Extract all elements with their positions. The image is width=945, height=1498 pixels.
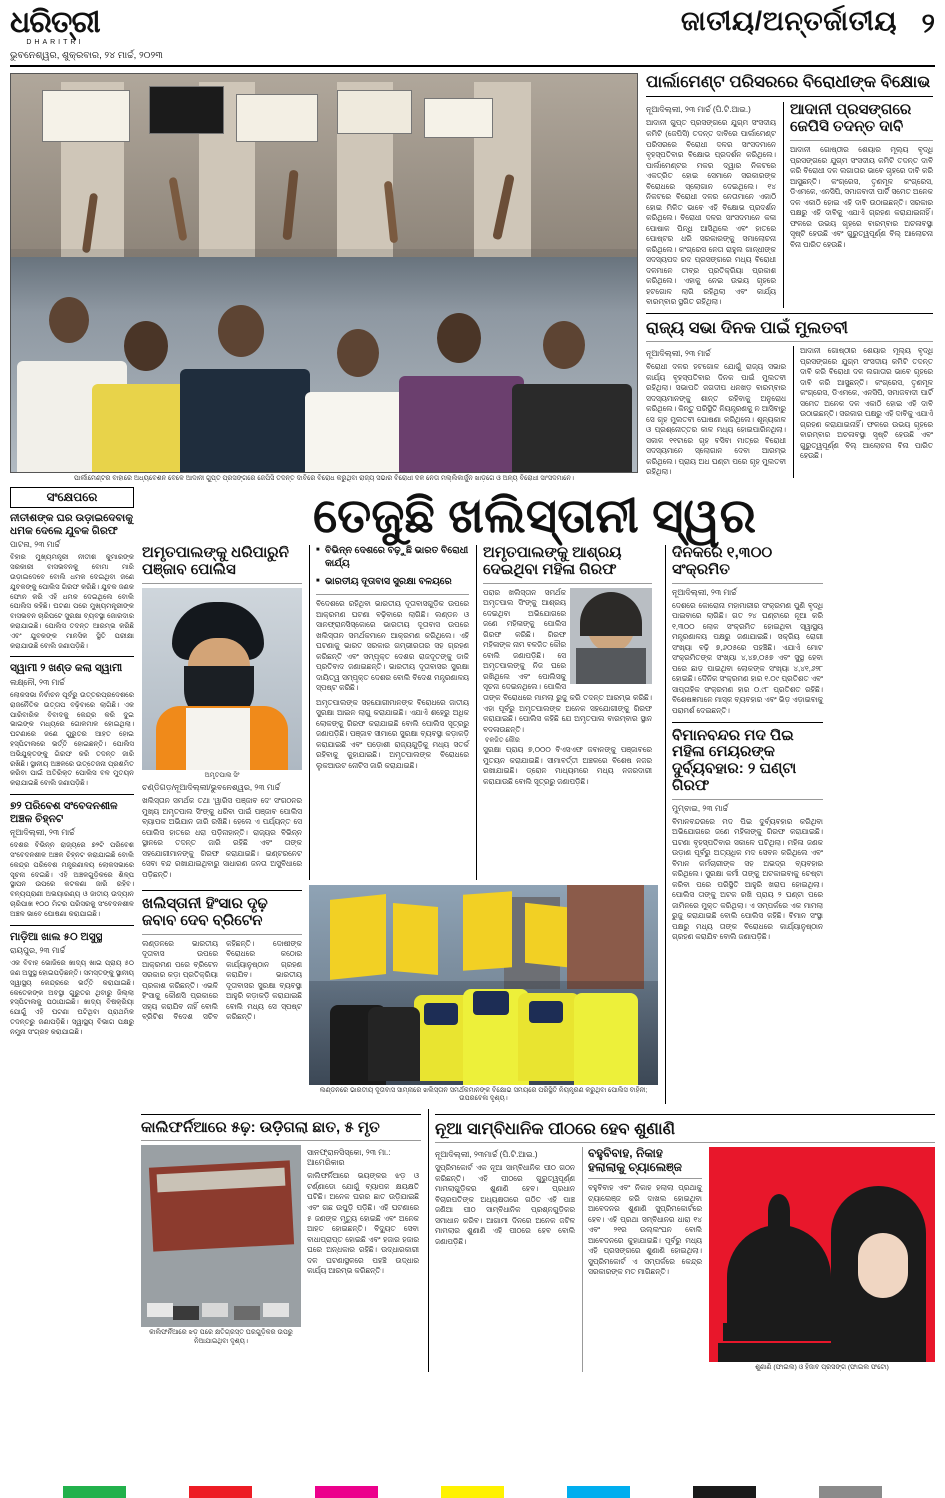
airport-body: ବିମାନବନ୍ଦରରେ ମଦ ପିଇ ଦୁର୍ବ୍ୟବହାର କରିଥିବା ଅଭିଯୋଗରେ ଜଣେ ମହିଳାଙ୍କୁ ଗିରଫ କରାଯାଇଛି। ଘଟଣା ବୃହସ୍ପତିବାର ସକାଳେ ଘଟିଥିଲା। ମହିଳା ଜଣକ ଉଡ଼ାଣ ପୂର୍ବରୁ ଅତ୍ୟଧିକ ମଦ ସେବନ କରିଥିଲେ ଏବଂ ବିମାନ କର୍ମଚାରୀଙ୍କ ସହ ଅଭଦ୍ର ବ୍ୟବହାର କରିଥିଲେ। ସୁରକ୍ଷା କର୍ମୀ ତାଙ୍କୁ ଅଟକାଇବାକୁ ଚେଷ୍ଟା କରିବା ପରେ ପରିସ୍ଥିତି ଆହୁରି ଖରାପ ହୋଇଥିଲା। ପୋଲିସ ତାଙ୍କୁ ଅଟକ ରଖି ପ୍ରାୟ ୨ ଘଣ୍ଟା ପରେ ଜାମିନରେ ମୁକ୍ତ କରିଥିଲା। ଏ ସମ୍ପର୍କରେ ଏକ ମାମଲା ରୁଜୁ କରାଯାଇଛି ବୋଲି ପୋଲିସ କହିଛି। ବିମାନ ସଂସ୍ଥା ପକ୍ଷରୁ ମଧ୍ୟ ତାଙ୍କ ବିରୋଧରେ କାର୍ଯ୍ୟାନୁଷ୍ଠାନ ଗ୍ରହଣ କରାଯିବ ବୋଲି ଜଣାପଡ଼ିଛି। — [672, 816, 823, 942]
logo — [10, 8, 240, 46]
khalistan-body: ଲଣ୍ଡନରେ ଭାରତୀୟ ଦୂତାବାସ ଉପରେ ଆକ୍ରମଣ ପରେ ବ୍ରିଟେନ ସରକାର କଡ଼ା ପ୍ରତିକ୍ରିୟା ପ୍ରକାଶ କରିଛନ୍ତି। ଏଭଳି ହିଂସାକୁ କୌଣସି ପ୍ରକାରେ ସହ୍ୟ କରାଯିବ ନାହିଁ ବୋଲି ବ୍ରିଟିଶ ବିଦେଶ ସଚିବ କହିଛନ୍ତି। ଦୋଷୀଙ୍କ ବିରୋଧରେ କଠୋର କାର୍ଯ୍ୟାନୁଷ୍ଠାନ ଗ୍ରହଣ କରାଯିବ। ଭାରତୀୟ ଦୂତାବାସର ସୁରକ୍ଷା ବ୍ୟବସ୍ଥା ଆହୁରି କଡ଼ାକଡ଼ି କରାଯାଇଛି ବୋଲି ମଧ୍ୟ ସେ ସ୍ପଷ୍ଟ କରିଛନ୍ତି। — [142, 938, 302, 1022]
constitution-headline: ନୂଆ ସାମ୍ବିଧାନିକ ପୀଠରେ ହେବ ଶୁଣାଣି — [435, 1119, 676, 1138]
bottom-section — [10, 1109, 935, 1373]
color-registration-bar — [0, 1486, 945, 1498]
police-photo-block — [309, 885, 658, 1103]
brief-byline-3: ନୂଆଦିଲ୍ଲୀ, ୨୩ ମାର୍ଚ୍ଚ — [10, 828, 75, 838]
rajyasabha-body: ବିରୋଧୀ ଦଳର ହଟଗୋଳ ଯୋଗୁଁ ରାଜ୍ୟ ସଭାର କାର୍ଯ୍ୟ ବୃହସ୍ପତିବାର ଦିନକ ପାଇଁ ମୁଲତବୀ ରହିଥିଲା। ସଭାପତି ଜଗଦୀପ ଧନଖଡ଼ ବାରମ୍ବାର ସଦସ୍ୟମାନଙ୍କୁ ଶାନ୍ତ ରହିବାକୁ ଅନୁରୋଧ କରିଥିଲେ। କିନ୍ତୁ ପରିସ୍ଥିତି ନିୟନ୍ତ୍ରଣକୁ ନ ଆସିବାରୁ ସେ ଗୃହ ମୁଲତବୀ ଘୋଷଣା କରିଥିଲେ। ଶୂନ୍ୟକାଳ ଓ ପ୍ରଶ୍ନୋତ୍ତର କାଳ ମଧ୍ୟ ହୋଇପାରିନଥିଲା। ସକାଳ ୧୧ଟାରେ ଗୃହ ବସିବା ମାତ୍ରେ ବିରୋଧୀ ସଦସ୍ୟମାନେ ସ୍ଲୋଗାନ ଦେବା ଆରମ୍ଭ କରିଥିଲେ। ପ୍ରାୟ ଅଧ ଘଣ୍ଟା ପରେ ଗୃହ ମୁଲତବୀ ରହିଥିଲା। — [646, 362, 786, 477]
woman-photo-caption: ବଳଜିତ କୌର — [485, 737, 520, 745]
brief-item-2 — [10, 662, 134, 789]
rajyasabha-body-cont: ଆଦାନୀ ଗୋଷ୍ଠୀର ଶେୟାର ମୂଲ୍ୟ ବୃଦ୍ଧି ପ୍ରସଙ୍ଗରେ ଯୁଗ୍ମ ସଂସଦୀୟ କମିଟି ତଦନ୍ତ ଦାବି କରି ବିରୋଧୀ ଦଳ ଲଗାତାର ଭାବେ ଗୃହରେ ଦାବି କରି ଆସୁଛନ୍ତି। କଂଗ୍ରେସ, ତୃଣମୂଳ କଂଗ୍ରେସ, ଡିଏମକେ, ଏନସିପି, ସମାଜବାଦୀ ପାର୍ଟି ସମେତ ଅନେକ ଦଳ ଏକାଠି ହୋଇ ଏହି ଦାବି ଉଠାଇଛନ୍ତି। ସରକାର ପକ୍ଷରୁ ଏହି ଦାବିକୁ ଏଯାଏଁ ଗ୍ରହଣ କରାଯାଇନାହିଁ। ଫଳରେ ଉଭୟ ଗୃହରେ ବାରମ୍ବାର ଅଚଳାବସ୍ଥା ସୃଷ୍ଟି ହେଉଛି ଏବଂ ଗୁରୁତ୍ୱପୂର୍ଣ୍ଣ ବିଲ୍ ଆଲୋଚନା ବିନା ପାରିତ ହେଉଛି। — [800, 346, 933, 461]
brief-item-4 — [10, 931, 134, 1038]
amritpal-body-2: ଅମୃତପାଲଙ୍କ ସହଯୋଗୀମାନଙ୍କ ବିରୋଧରେ ଜାତୀୟ ସୁରକ୍ଷା ଆଇନ ଲାଗୁ କରାଯାଇଛି। ଏଯାଏଁ ଶହେରୁ ଅଧିକ ଲୋକଙ୍କୁ ଗିରଫ କରାଯାଇଛି ବୋଲି ପୋଲିସ ସୂତ୍ରରୁ ଜଣାପଡ଼ିଛି। ପଞ୍ଜାବ ସୀମାରେ ସୁରକ୍ଷା ବ୍ୟବସ୍ଥା କଡ଼ାକଡ଼ି କରାଯାଇଛି ଏବଂ ପଡ଼ୋଶୀ ରାଜ୍ୟଗୁଡ଼ିକୁ ମଧ୍ୟ ସତର୍କ ରହିବାକୁ କୁହାଯାଇଛି। ଅମୃତପାଲଙ୍କ ବିରୋଧରେ ଲୁକଆଉଟ ନୋଟିସ ଜାରି କରାଯାଇଛି। — [316, 697, 469, 770]
california-story — [141, 1109, 421, 1373]
bullet-2: ■ ଭାରତୀୟ ଦୂତାବାସ ସୁରକ୍ଷା ବଳୟରେ — [316, 576, 469, 588]
constitution-story — [428, 1109, 935, 1373]
woman-arrest-story — [476, 545, 652, 880]
police-photo — [309, 885, 658, 1085]
covid-byline: ନୂଆଦିଲ୍ଲୀ, ୨୩ ମାର୍ଚ୍ଚ — [672, 587, 737, 597]
page-number: ୨ — [921, 8, 935, 38]
california-body: କାଲିଫର୍ନିଆରେ ଭୟଙ୍କର ଝଡ଼ ଓ ଟର୍ଣ୍ଣାଡୋ ଯୋଗୁଁ ବ୍ୟାପକ କ୍ଷୟକ୍ଷତି ଘଟିଛି। ଅନେକ ଘରର ଛାତ ଉଡ଼ିଯାଇଛି ଏବଂ ଗଛ ଉପୁଡ଼ି ପଡ଼ିଛି। ଏହି ଘଟଣାରେ ୫ ଜଣଙ୍କ ମୃତ୍ୟୁ ହୋଇଛି ଏବଂ ଅନେକ ଆହତ ହୋଇଛନ୍ତି। ବିଦ୍ୟୁତ ସେବା ବାଧାପ୍ରାପ୍ତ ହୋଇଛି ଏବଂ ହଜାର ହଜାର ଘରେ ଅନ୍ଧକାର ରହିଛି। ଉଦ୍ଧାରକାରୀ ଦଳ ଘଟଣାସ୍ଥଳରେ ପହଞ୍ଚି ଉଦ୍ଧାର କାର୍ଯ୍ୟ ଆରମ୍ଭ କରିଛନ୍ତି। — [307, 1171, 419, 1276]
brief-headline-1: ନୀତୀଶଙ୍କ ଘର ଉଡ଼ାଇଦେବାକୁ ଧମକ ଦେଲେ ଯୁବକ ଗିରଫ — [10, 512, 133, 537]
masthead-section-wrap — [240, 8, 909, 35]
brief-headline-3: ୭୨ ପରିବେଶ ସଂବେଦନଶୀଳ ଅଞ୍ଚଳ ଚିହ୍ନଟ — [10, 799, 118, 825]
woman-headline: ଅମୃତପାଲଙ୍କୁ ଆଶ୍ରୟ ଦେଇଥିବା ମହିଳା ଗିରଫ — [483, 544, 622, 579]
airport-byline: ମୁମ୍ବାଇ, ୨୩ ମାର୍ଚ୍ଚ — [672, 803, 729, 813]
amritpal-byline: ଚଣ୍ଡିଗଡ଼/ନୂଆଦିଲ୍ଲୀ/ଭୁବନେଶ୍ୱର, ୨୩ ମାର୍ଚ୍ଚ — [142, 783, 281, 793]
brief-item-1 — [10, 512, 134, 651]
adani-headline: ଆଦାନୀ ପ୍ରସଙ୍ଗରେ ଜେପିସି ତଦନ୍ତ ଦାବି — [790, 101, 912, 136]
brief-byline-2: ଲକ୍ଷ୍ନୌ, ୨୩ ମାର୍ଚ୍ଚ — [10, 677, 65, 687]
parliament-byline: ନୂଆଦିଲ୍ଲୀ, ୨୩ ମାର୍ଚ୍ଚ (ପି.ଟି.ଆଇ.) — [646, 105, 751, 115]
logo-subtext: DHARITRI — [26, 39, 84, 46]
police-photo-caption: ଲଣ୍ଡନରେ ଭାରତୀୟ ଦୂତାବାସ ସାମ୍ନାରେ ଖଲିସ୍ତାନ ସମର୍ଥକମାନଙ୍କ ବିକ୍ଷୋଭ ସମୟରେ ପରିସ୍ଥିତି ନିୟନ୍ତ୍ରଣ କରୁଥିବା ପୋଲିସ ବାହିନୀ; ଉପରବେଳା ଦୃଶ୍ୟ। — [319, 1087, 648, 1103]
brief-body-4: ଏକ ବିବାହ ଭୋଜିରେ ଖାଦ୍ୟ ଖାଇ ପ୍ରାୟ ୫୦ ଜଣ ଅସୁସ୍ଥ ହୋଇପଡ଼ିଛନ୍ତି। ସମସ୍ତଙ୍କୁ ସ୍ଥାନୀୟ ସ୍ୱାସ୍ଥ୍ୟ କେନ୍ଦ୍ରରେ ଭର୍ତ୍ତି କରାଯାଇଛି। କେତେକଙ୍କ ଅବସ୍ଥା ଗୁରୁତର ଥିବାରୁ ଜିଲ୍ଲା ହସ୍ପିଟାଲକୁ ପଠାଯାଇଛି। ଖାଦ୍ୟ ବିଷକ୍ରିୟା ଯୋଗୁଁ ଏହି ଘଟଣା ଘଟିଥିବା ପ୍ରାଥମିକ ତଦନ୍ତରୁ ଜଣାପଡ଼ିଛି। ସ୍ୱାସ୍ଥ୍ୟ ବିଭାଗ ପକ୍ଷରୁ ନମୁନା ସଂଗ୍ରହ କରାଯାଇଛି। — [10, 960, 134, 1036]
lead-photo-caption: ପାର୍ଲାମେଣ୍ଟର ବାହାରେ ଅଧ୍ୟବେଶନ ବେଳେ ଆଦାନୀ ଗୁପ୍ତ ପ୍ରସଙ୍ଗରେ ଜେପିସି ତଦନ୍ତ ଦାବିରେ ବିରୋଧ କରୁଥିବା ରାଜ୍ୟ ସଭାର ବିରୋଧୀ ଦଳ ନେତା ମଲ୍ଲିକାର୍ଜୁନ ଖାଡ଼ଗେ ଓ ଅନ୍ୟ ବିରୋଧୀ ସାଂସଦମାନେ। — [74, 475, 574, 482]
banner-headline: ତେଜୁଛି ଖଲିସ୍ତାନୀ ସ୍ୱର — [312, 490, 757, 544]
lead-story-photo-column — [10, 73, 638, 483]
woman-body: ପରାର ଖଲିସ୍ତାନ ସମର୍ଥକ ଅମୃତପାଲ ସିଂଙ୍କୁ ଆଶ୍ରୟ ଦେଇଥିବା ଅଭିଯୋଗରେ ଜଣେ ମହିଳାଙ୍କୁ ପୋଲିସ ଗିରଫ କରିଛି। ଗିରଫ ମହିଳାଙ୍କ ନାମ ବଳଜିତ କୌର ବୋଲି ଜଣାପଡ଼ିଛି। ସେ ଅମୃତପାଲଙ୍କୁ ନିଜ ଘରେ ରଖିଥିଲେ ଏବଂ ପୋଲିସକୁ ସୂଚନା ଦେଇନଥିଲେ। ପୋଲିସ ତାଙ୍କ ବିରୋଧରେ ମାମଲା ରୁଜୁ କରି ତଦନ୍ତ ଆରମ୍ଭ କରିଛି। ଏହା ପୂର୍ବରୁ ଅମୃତପାଲଙ୍କ ଅନେକ ସହଯୋଗୀଙ୍କୁ ଗିରଫ କରାଯାଇଛି। ପୋଲିସ କହିଛି ଯେ ଅମୃତପାଲ ବାରମ୍ବାର ସ୍ଥାନ ବଦଳାଉଛନ୍ତି। — [483, 587, 652, 734]
amritpal-photo — [142, 588, 302, 770]
constitution-body: ସୁପ୍ରିମକୋର୍ଟ ଏକ ନୂଆ ସାମ୍ବିଧାନିକ ପୀଠ ଗଠନ କରିଛନ୍ତି। ଏହି ପୀଠରେ ଗୁରୁତ୍ୱପୂର୍ଣ୍ଣ ମାମଲାଗୁଡ଼ିକର ଶୁଣାଣି ହେବ। ପ୍ରଧାନ ବିଚାରପତିଙ୍କ ଅଧ୍ୟକ୍ଷତାରେ ଗଠିତ ଏହି ପାଞ୍ଚ ଜଣିଆ ପୀଠ ସାମ୍ବିଧାନିକ ପ୍ରଶ୍ନଗୁଡ଼ିକର ସମାଧାନ କରିବ। ଆଗାମୀ ଦିନରେ ଅନେକ ଜଟିଳ ମାମଲାର ଶୁଣାଣି ଏହି ପୀଠରେ ହେବ ବୋଲି ଜଣାପଡ଼ିଛି। — [435, 1163, 575, 1246]
masthead — [10, 8, 935, 67]
brief-byline-1: ପାଟନା, ୨୩ ମାର୍ଚ୍ଚ — [10, 540, 61, 550]
california-photo-caption: କାଲିଫର୍ନିଆରେ ଝଡ଼ ପରେ କ୍ଷତିଗ୍ରସ୍ତ ଘରଗୁଡ଼ିକର ଉପରୁ ନିଆଯାଇଥିବା ଦୃଶ୍ୟ। — [149, 1329, 293, 1345]
parliament-body: ଆଦାନୀ ଗୁପ୍ତ ପ୍ରସଙ୍ଗରେ ଯୁଗ୍ମ ସଂସଦୀୟ କମିଟି (ଜେପିସି) ତଦନ୍ତ ଦାବିରେ ପାର୍ଲାମେଣ୍ଟ ପରିସରରେ ବିରୋଧୀ ଦଳର ସାଂସଦମାନେ ବୃହସ୍ପତିବାର ବିକ୍ଷୋଭ ପ୍ରଦର୍ଶନ କରିଥିଲେ। ପାର୍ଲାମେଣ୍ଟର ମକର ଦ୍ୱାର ନିକଟରେ ଏକତ୍ରିତ ହୋଇ ସେମାନେ ସରକାରଙ୍କ ବିରୋଧରେ ସ୍ଲୋଗାନ ଦେଇଥିଲେ। ୧୪ ନିକଟରେ ବିରୋଧୀ ଦଳର ନେତାମାନେ ଏକାଠି ହୋଇ ମିଳିତ ଭାବେ ଏହି ବିକ୍ଷୋଭ ପ୍ରଦର୍ଶନ କରିଥିଲେ। ବିରୋଧୀ ଦଳର ସାଂସଦମାନେ କଳା ପୋଷାକ ପିନ୍ଧି ଆସିଥିଲେ ଏବଂ ହାତରେ ପୋଷ୍ଟର ଧରି ସରକାରଙ୍କୁ ସମାଲୋଚନା କରିଥିଲେ। କଂଗ୍ରେସ ନେତା ରାହୁଲ ଗାନ୍ଧୀଙ୍କ ସଦସ୍ୟପଦ ରଦ ପ୍ରସଙ୍ଗରେ ମଧ୍ୟ ବିରୋଧୀ ଦଳମାନେ ତୀବ୍ର ପ୍ରତିକ୍ରିୟା ପ୍ରକାଶ କରିଥିଲେ। ଏହାକୁ ନେଇ ଉଭୟ ଗୃହରେ ହଟଗୋଳ ଲାଗି ରହିଥିଲା ଏବଂ କାର୍ଯ୍ୟ ବାରମ୍ବାର ସ୍ଥଗିତ ରହିଥିଲା। — [646, 118, 776, 307]
amritpal-story — [142, 545, 302, 880]
hijab-body: ବହୁବିବାହ ଏବଂ ନିକାହ ହଲାଲା ପ୍ରଥାକୁ ଚ୍ୟାଲେଞ୍ଜ କରି ଦାଖଲ ହୋଇଥିବା ଆବେଦନର ଶୁଣାଣି ସୁପ୍ରିମକୋର୍ଟରେ ହେବ। ଏହି ପ୍ରଥା ସମ୍ବିଧାନର ଧାରା ୧୪ ଏବଂ ୨୧ର ଉଲ୍ଲଂଘନ ବୋଲି ଆବେଦନରେ କୁହାଯାଇଛି। ପୂର୍ବରୁ ମଧ୍ୟ ଏହି ପ୍ରସଙ୍ଗରେ ଶୁଣାଣି ହୋଇଥିଲା। ସୁପ୍ରିମକୋର୍ଟ ଏ ସମ୍ପର୍କରେ କେନ୍ଦ୍ର ସରକାରଙ୍କ ମତ ମାଗିଛନ୍ତି। — [588, 1183, 702, 1277]
brief-headline-4: ମାଡ଼ିଆ ଖାଲ ୫୦ ଅସୁସ୍ଥ — [10, 930, 103, 943]
right-rail — [665, 545, 823, 1103]
publication-date: ଭୁବନେଶ୍ୱର, ଶୁକ୍ରବାର, ୨୪ ମାର୍ଚ୍ଚ, ୨୦୨୩ — [10, 50, 163, 61]
section-title: ଜାତୀୟ/ଅନ୍ତର୍ଜାତୀୟ — [680, 6, 897, 36]
brief-body-3: ଦେଶର ବିଭିନ୍ନ ରାଜ୍ୟରେ ୭୨ଟି ପରିବେଶ ସଂବେଦନଶୀଳ ଅଞ୍ଚଳ ଚିହ୍ନଟ କରାଯାଇଛି ବୋଲି କେନ୍ଦ୍ର ପରିବେଶ ମନ୍ତ୍ରଣାଳୟ ଲୋକସଭାରେ ସୂଚନା ଦେଇଛି। ଏହି ଅଞ୍ଚଳଗୁଡ଼ିକରେ ଶିଳ୍ପ ସ୍ଥାପନ ଉପରେ କଟକଣା ଜାରି ରହିବ। ବନ୍ୟପ୍ରାଣୀ ଅଭୟାରଣ୍ୟ ଓ ଜାତୀୟ ଉଦ୍ୟାନ ଚାରିପାଖ ୧୦୦ ମିଟର ପରିସରକୁ ସଂବେଦନଶୀଳ ଅଞ୍ଚଳ ଭାବେ ଘୋଷଣା କରାଯାଇଛି। — [10, 842, 134, 918]
top-right-column — [646, 73, 933, 483]
amritpal-body-1: ଖଲିସ୍ତାନ ସମର୍ଥକ ତଥା 'ୱାରିସ ପଞ୍ଜାବ ଦେ' ସଂଗଠନର ମୁଖ୍ୟ ଅମୃତପାଲ ସିଂଙ୍କୁ ଧରିବା ପାଇଁ ପଞ୍ଜାବ ପୋଲିସ ବ୍ୟାପକ ଅଭିଯାନ ଜାରି ରଖିଛି। ହେଲେ ଏ ପର୍ଯ୍ୟନ୍ତ ସେ ପୋଲିସ ହାତରେ ଧରା ପଡ଼ିନାହାନ୍ତି। ରାଜ୍ୟର ବିଭିନ୍ନ ସ୍ଥାନରେ ତଦନ୍ତ ଜାରି ରହିଛି ଏବଂ ତାଙ୍କ ସହଯୋଗୀମାନଙ୍କୁ ଗିରଫ କରାଯାଇଛି। ଇଣ୍ଟରନେଟ ସେବା ବନ୍ଦ ରଖାଯାଇଥିବାରୁ ସାଧାରଣ ଜନତା ଅସୁବିଧାରେ ପଡ଼ିଛନ୍ତି। — [142, 796, 302, 879]
california-byline: ସାନଫ୍ରାନସିସ୍କୋ, ୨୩ ମା.: ଆମେରିକାର — [307, 1148, 391, 1168]
center-block — [142, 545, 658, 1103]
khalistan-box — [142, 885, 302, 1103]
brief-body-2: ଲୋକସଭା ନିର୍ବାଚନ ପୂର୍ବରୁ ଉତ୍ତରପ୍ରଦେଶରେ ରାଜନୈତିକ ଉତ୍ତାପ ବଢ଼ିବାରେ ଲାଗିଛି। ଏକ ପାରିବାରିକ ବିବାଦକୁ କେନ୍ଦ୍ର କରି ଦୁଇ ଭାଇଙ୍କ ମଧ୍ୟରେ ଗୋଳମାଳ ହୋଇଥିଲା। ଘଟଣାରେ ଜଣେ ଗୁରୁତର ଆହତ ହୋଇ ହସ୍ପିଟାଲରେ ଭର୍ତ୍ତି ହୋଇଛନ୍ତି। ପୋଲିସ ଅଭିଯୁକ୍ତଙ୍କୁ ଗିରଫ କରି ତଦନ୍ତ ଜାରି ରଖିଛି। ସ୍ଥାନୀୟ ଅଞ୍ଚଳରେ ଉତ୍ତେଜନା ପ୍ରଶମିତ କରିବା ପାଇଁ ଅତିରିକ୍ତ ପୋଲିସ ବଳ ମୁତୟନ କରାଯାଇଛି ବୋଲି ଜଣାପଡ଼ିଛି। — [10, 691, 134, 788]
brief-body-1: ବିହାର ମୁଖ୍ୟମନ୍ତ୍ରୀ ନୀତୀଶ କୁମାରଙ୍କ ସରକାରୀ ବାସଭବନକୁ ବୋମା ମାରି ଉଡ଼ାଇଦେବେ ବୋଲି ଧମକ ଦେଇଥିବା ଜଣେ ଯୁବକଙ୍କୁ ପୋଲିସ ଗିରଫ କରିଛି। ଯୁବକ ଜଣକ ଫୋନ କରି ଏହି ଧମକ ଦେଇଥିଲେ ବୋଲି ପୋଲିସ କହିଛି। ଘଟଣା ପରେ ମୁଖ୍ୟମନ୍ତ୍ରୀଙ୍କ ବାସଭବନ ଚାରିପଟେ ସୁରକ୍ଷା ବ୍ୟବସ୍ଥା ଜୋରଦାର କରାଯାଇଛି। ପୋଲିସ ତଦନ୍ତ ଆରମ୍ଭ କରିଛି ଏବଂ ଯୁବକଙ୍କ ମାନସିକ ସ୍ଥିତି ପରୀକ୍ଷା କରାଯାଉଛି ବୋଲି ଜଣାପଡ଼ିଛି। — [10, 554, 134, 650]
top-area — [10, 73, 935, 483]
covid-headline: ଦିନକରେ ୧,୩୦୦ ସଂକ୍ରମିତ — [672, 544, 773, 579]
parliament-headline: ପାର୍ଲାମେଣ୍ଟ ପରିସରରେ ବିରୋଧୀଙ୍କ ବିକ୍ଷୋଭ — [646, 73, 931, 91]
bullet-1: ■ ବିଭିନ୍ନ ଦେଶରେ ବଢ଼ୁଛି ଭାରତ ବିରୋଧୀ କାର୍ଯ୍ୟ — [316, 545, 469, 570]
airport-headline: ବିମାନବନ୍ଦର ମଦ ପିଇ ମହିଳା ମେୟରଙ୍କ ଦୁର୍ବ୍ୟବହାର: ୨ ଘଣ୍ଟା ଗିରଫ — [672, 726, 797, 794]
brief-item-3 — [10, 800, 134, 920]
brief-byline-4: ରାୟପୁର, ୨୩ ମାର୍ଚ୍ଚ — [10, 946, 66, 956]
masthead-left — [10, 8, 240, 61]
bottom-sidebar-spacer — [10, 1109, 134, 1373]
khalistan-headline: ଖଲିସ୍ତାନୀ ହିଂସାର ଦୃଢ଼ ଜବାବ ଦେବ ବ୍ରିଟେନ — [142, 895, 268, 929]
court-illustration-caption: ଶୁଣାଣି (ଫାଇଲ) ଓ ହିଜାବ ପ୍ରସଙ୍ଗ (ଫାଇଲ ଫଟୋ) — [755, 1364, 889, 1372]
brief-tag: ସଂକ୍ଷେପରେ — [10, 487, 134, 508]
bullet-body: ବିଦେଶରେ ରହିଥିବା ଭାରତୀୟ ଦୂତାବାସଗୁଡ଼ିକ ଉପରେ ଆକ୍ରମଣ ଘଟଣା ବଢ଼ିବାରେ ଲାଗିଛି। ଲଣ୍ଡନ ଓ ସାନଫ୍ରାନସିସ୍କୋରେ ଭାରତୀୟ ଦୂତାବାସ ଉପରେ ଖଲିସ୍ତାନ ସମର୍ଥକମାନେ ଆକ୍ରମଣ କରିଥିଲେ। ଏହି ଘଟଣାକୁ ଭାରତ ସରକାର ଗମ୍ଭୀରତାର ସହ ଗ୍ରହଣ କରିଛନ୍ତି ଏବଂ ସମ୍ପୃକ୍ତ ଦେଶର ରାଜଦୂତଙ୍କୁ ଡାକି ପ୍ରତିବାଦ ଜଣାଇଛନ୍ତି। ଭାରତୀୟ ଦୂତାବାସର ସୁରକ୍ଷା ଦାୟିତ୍ୱ ସମ୍ପୃକ୍ତ ଦେଶର ବୋଲି ବିଦେଶ ମନ୍ତ୍ରଣାଳୟ ସ୍ପଷ୍ଟ କରିଛି। — [316, 599, 469, 693]
woman-body-2: ସୁରକ୍ଷା ପ୍ରାୟ ୭,୦୦୦ ବିଏସଏଫ ଜବାନଙ୍କୁ ପଞ୍ଜାବରେ ମୁତୟନ କରାଯାଇଛି। ସୀମାବର୍ତ୍ତୀ ଅଞ୍ଚଳରେ ବିଶେଷ ନଜର ରଖାଯାଇଛି। ଡ୍ରୋନ ମାଧ୍ୟମରେ ମଧ୍ୟ ନଜରଦାରୀ କରାଯାଉଛି ବୋଲି ସୂତ୍ରରୁ ଜଣାପଡ଼ିଛି। — [483, 745, 652, 786]
california-headline: କାଲିଫର୍ନିଆରେ ୫ଢ଼: ଉଡ଼ିଗଲା ଛାତ, ୫ ମୃତ — [141, 1118, 380, 1136]
covid-body: ଦେଶରେ କୋରୋନା ମହାମାରୀର ସଂକ୍ରମଣ ପୁଣି ବୃଦ୍ଧି ପାଇବାରେ ଲାଗିଛି। ଗତ ୨୪ ଘଣ୍ଟାରେ ନୂଆ କରି ୧,୩୦୦ ଲୋକ ସଂକ୍ରମିତ ହୋଇଥିବା ସ୍ୱାସ୍ଥ୍ୟ ମନ୍ତ୍ରଣାଳୟ ପକ୍ଷରୁ ଜଣାଯାଇଛି। ସକ୍ରିୟ ରୋଗୀ ସଂଖ୍ୟା ବଢ଼ି ୭,୬୦୫ରେ ପହଞ୍ଚିଛି। ଏଯାଏଁ ମୋଟ ସଂକ୍ରମିତଙ୍କ ସଂଖ୍ୟା ୪,୪୭,୦୫୭ ଏବଂ ସୁସ୍ଥ ହେବା ପରେ ଛାଡ଼ ପାଇଥିବା ଲୋକଙ୍କ ସଂଖ୍ୟା ୪,୪୧,୬୨୮ ହୋଇଛି। ଦୈନିକ ସଂକ୍ରମଣ ହାର ୧.୦୯ ପ୍ରତିଶତ ଏବଂ ସାପ୍ତାହିକ ସଂକ୍ରମଣ ହାର ୦.୯୮ ପ୍ରତିଶତ ରହିଛି। ବିଶେଷଜ୍ଞମାନେ ମାସ୍କ ବ୍ୟବହାର ଏବଂ ଭିଡ଼ ଏଡ଼ାଇବାକୁ ପରାମର୍ଶ ଦେଇଛନ୍ତି। — [672, 600, 823, 715]
court-illustration — [709, 1147, 935, 1362]
main-column — [142, 487, 935, 1103]
bullet-list — [316, 545, 469, 588]
rajyasabha-headline: ରାଜ୍ୟ ସଭା ଦିନକ ପାଇଁ ମୁଲତବୀ — [646, 318, 849, 337]
bullets-block — [309, 545, 469, 880]
constitution-byline: ନୂଆଦିଲ୍ଲୀ, ୨୩ମାର୍ଚ୍ଚ (ପି.ଟି.ଆଇ.) — [435, 1150, 538, 1160]
woman-photo — [570, 588, 652, 684]
california-photo — [141, 1145, 301, 1327]
banner-row — [10, 487, 935, 1103]
adani-body: ଆଦାନୀ ଗୋଷ୍ଠୀର ଶେୟାର ମୂଲ୍ୟ ବୃଦ୍ଧି ପ୍ରସଙ୍ଗରେ ଯୁଗ୍ମ ସଂସଦୀୟ କମିଟି ତଦନ୍ତ ଦାବି କରି ବିରୋଧୀ ଦଳ ଲଗାତାର ଭାବେ ଗୃହରେ ଦାବି କରି ଆସୁଛନ୍ତି। କଂଗ୍ରେସ, ତୃଣମୂଳ କଂଗ୍ରେସ, ଡିଏମକେ, ଏନସିପି, ସମାଜବାଦୀ ପାର୍ଟି ସମେତ ଅନେକ ଦଳ ଏକାଠି ହୋଇ ଏହି ଦାବି ଉଠାଇଛନ୍ତି। ସରକାର ପକ୍ଷରୁ ଏହି ଦାବିକୁ ଏଯାଏଁ ଗ୍ରହଣ କରାଯାଇନାହିଁ। ଫଳରେ ଉଭୟ ଗୃହରେ ବାରମ୍ବାର ଅଚଳାବସ୍ଥା ସୃଷ୍ଟି ହେଉଛି ଏବଂ ଗୁରୁତ୍ୱପୂର୍ଣ୍ଣ ବିଲ୍ ଆଲୋଚନା ବିନା ପାରିତ ହେଉଛି। — [790, 145, 933, 249]
amritpal-headline: ଅମୃତପାଲଙ୍କୁ ଧରିପାରୁନି ପଞ୍ଜାବ ପୋଲିସ — [142, 544, 289, 579]
rajyasabha-byline: ନୂଆଦିଲ୍ଲୀ, ୨୩ ମାର୍ଚ୍ଚ — [646, 349, 711, 359]
logo-text: ଧରିତ୍ରୀ — [10, 6, 100, 39]
hijab-headline: ବହୁବିବାହ, ନିକାହ ହଲାଲାକୁ ଚ୍ୟାଲେଞ୍ଜ — [588, 1146, 682, 1174]
brief-headline-2: ସ୍ୱାମୀ ୨ ଖଣ୍ଡ କଲା ସ୍ୱାମୀ — [10, 662, 123, 675]
lead-photo-art — [11, 74, 637, 472]
amritpal-photo-caption: ଅମୃତପାଲ ସିଂ — [204, 771, 240, 779]
lead-photo — [10, 73, 638, 473]
brief-sidebar — [10, 487, 134, 1103]
